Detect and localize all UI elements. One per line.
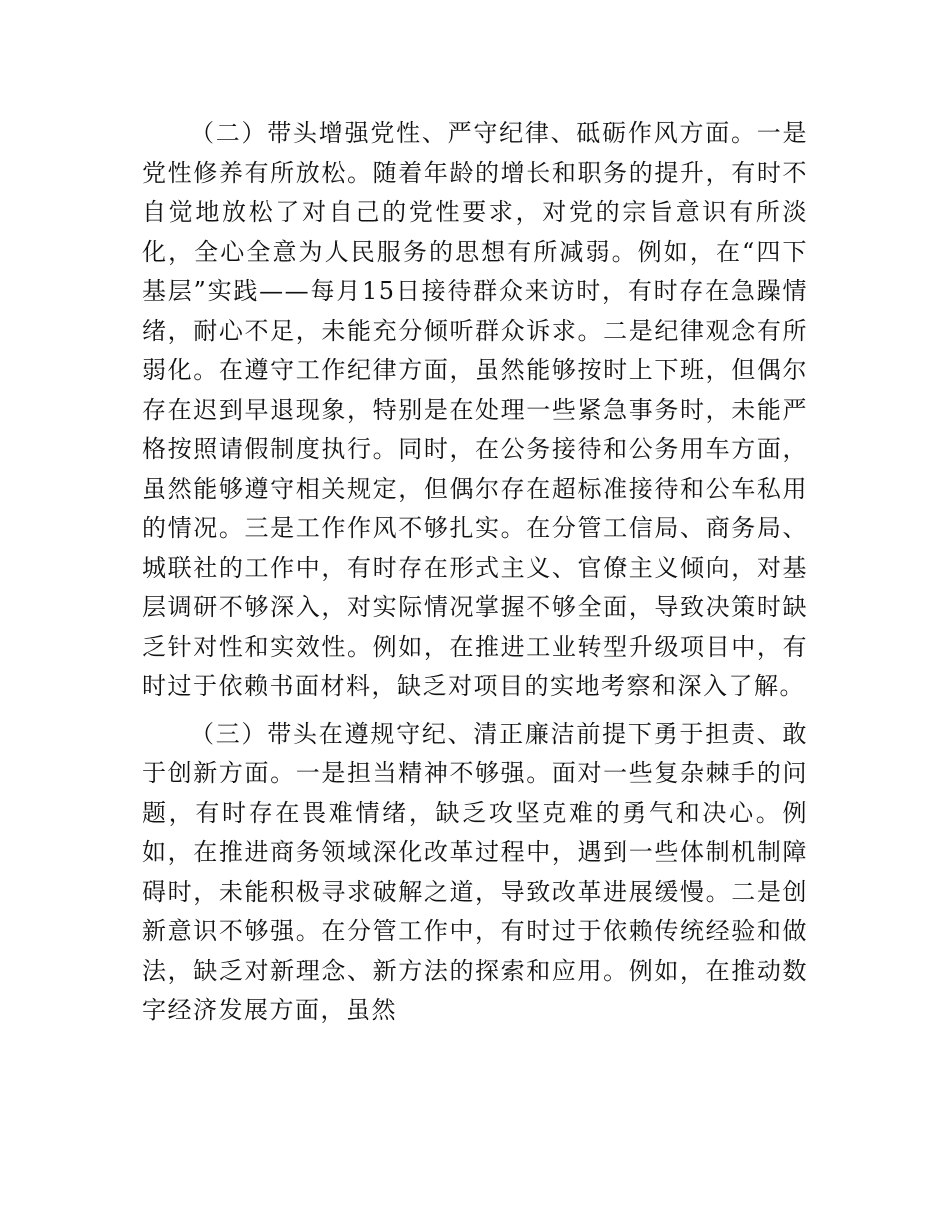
- document-body: [142, 114, 808, 1039]
- paragraph-section-three: （三）带头在遵规守纪、清正廉洁前提下勇于担责、敢于创新方面。一是担当精神不够强。面对一些复杂棘手的问题，有时存在畏难情绪，缺乏攻坚克难的勇气和决心。例如，在推进商务领域深化改革过程中，遇到一些体制机制障碍时，未能积极寻求破解之道，导致改革进展缓慢。二是创新意识不够强。在分管工作中，有时过于依赖传统经验和做法，缺乏对新理念、新方法的探索和应用。例如，在推动数字经济发展方面，虽然: [142, 719, 808, 1024]
- paragraph-section-two: （二）带头增强党性、严守纪律、砥砺作风方面。一是党性修养有所放松。随着年龄的增长和职务的提升，有时不自觉地放松了对自己的党性要求，对党的宗旨意识有所淡化，全心全意为人民服务的思想有所减弱。例如，在“四下基层”实践——每月15日接待群众来访时，有时存在急躁情绪，耐心不足，未能充分倾听群众诉求。二是纪律观念有所弱化。在遵守工作纪律方面，虽然能够按时上下班，但偶尔存在迟到早退现象，特别是在处理一些紧急事务时，未能严格按照请假制度执行。同时，在公务接待和公务用车方面，虽然能够遵守相关规定，但偶尔存在超标准接待和公车私用的情况。三是工作作风不够扎实。在分管工信局、商务局、城联社的工作中，有时存在形式主义、官僚主义倾向，对基层调研不够深入，对实际情况掌握不够全面，导致决策时缺乏针对性和实效性。例如，在推进工业转型升级项目中，有时过于依赖书面材料，缺乏对项目的实地考察和深入了解。: [142, 119, 808, 700]
